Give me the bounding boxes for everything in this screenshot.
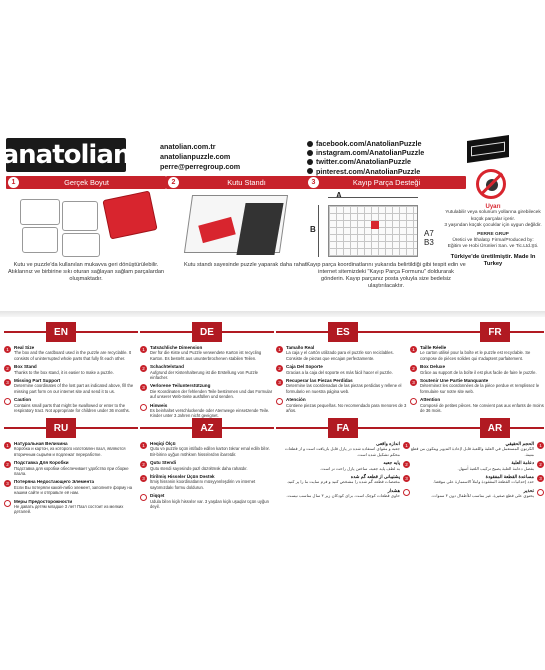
- lang-code: AZ: [192, 418, 222, 438]
- step-icon: 1: [410, 346, 417, 353]
- step-icon: 2: [140, 365, 147, 372]
- panel-caption: Kayıp parça koordinatlarını yukarıda belirtildiği gibi tespit edin ve internet sitemizdeki "Kayıp Parça Formunu" doldurarak gönderin. Kayıp parçanız posta yoluyla size bedelsiz ulaştırılacaktır.: [306, 262, 466, 289]
- panel-title: Kayıp Parça Desteği: [352, 178, 421, 187]
- missing-piece-marker: [371, 221, 379, 229]
- step-icon: 1: [403, 442, 410, 449]
- item-title: Tatsächliche Dimension: [150, 345, 203, 350]
- item-title: پایه جعبه: [383, 460, 400, 466]
- item-text: Не давать детям младше 3 лет! Пазл состоит из мелких деталей.: [14, 504, 124, 515]
- website-anatolian-com-tr[interactable]: anatolian.com.tr: [160, 142, 216, 151]
- panel-title: Kutu Standı: [227, 178, 266, 187]
- lang-code: EN: [46, 322, 76, 342]
- box-stand-illustration: [166, 191, 326, 261]
- step-icon: 3: [410, 379, 417, 386]
- meta-line: Yutulabilir veya solunum yollarına girebilecek küçük parçalar içerir.: [445, 210, 541, 222]
- step-icon: 3: [276, 379, 283, 386]
- item-text: Подставка для коробки обеспечивает удобство при сборке пазла.: [14, 465, 129, 477]
- puzzle-grid: [328, 205, 418, 257]
- item-title: Taille Réelle: [420, 345, 447, 350]
- panel-number: 3: [308, 177, 319, 188]
- lang-block-ru: [4, 418, 138, 515]
- lang-code: FA: [328, 418, 358, 438]
- step-icon: 3: [537, 475, 544, 482]
- lang-code: DE: [192, 322, 222, 342]
- item-text: Composé de petites pièces. Ne convient pas aux enfants de moins de 36 mois.: [420, 402, 544, 414]
- step-icon: 2: [140, 461, 147, 468]
- axis-a-label: A: [336, 191, 342, 200]
- item-text: Der für die Kiste und Puzzle verwendete Karton ist recycling Karton. Es besteht aus ununterbrochenen stabilen Teilen.: [150, 350, 262, 361]
- manufacturer-info: [444, 204, 542, 268]
- item-title: Натуральная Величина: [14, 441, 68, 446]
- item-title: الحجم الحقيقي: [505, 441, 534, 446]
- step-icon: 1: [4, 442, 11, 449]
- warning-icon: [4, 398, 11, 405]
- item-title: Verlorene Teilunterstützung: [150, 383, 211, 389]
- twitter-icon: [307, 159, 313, 165]
- step-icon: 1: [140, 346, 147, 353]
- panel-title-bar: [306, 176, 466, 189]
- panel-title: Gerçek Boyut: [64, 178, 109, 187]
- step-icon: 2: [276, 365, 283, 372]
- item-title: Soutenir Une Partie Manquante: [420, 378, 489, 384]
- lang-block-fr: [410, 322, 544, 413]
- item-title: Schachtelstand: [150, 364, 184, 370]
- warning-icon: [276, 398, 283, 405]
- item-text: بفضل دعامة العلبة يصبح تركيب اللعبة أسهل.: [457, 465, 534, 471]
- warning-icon: [537, 489, 544, 496]
- item-text: مختصات قطعه گم شده را مشخص کنید و فرم سایت ما را پر کنید.: [286, 479, 400, 485]
- item-title: Tamaño Real: [286, 345, 315, 350]
- item-text: La caja y el cartón utilizado para el puzzle son reciclables. Consiste de piezas que encajan perfectamente.: [286, 350, 394, 361]
- panel-real-size: [6, 176, 166, 283]
- item-title: تحذير: [523, 487, 534, 493]
- website-anatolianpuzzle[interactable]: anatolianpuzzle.com: [160, 152, 231, 161]
- age-warning-icon: [476, 169, 506, 199]
- item-title: Həqiqi Ölçü: [150, 441, 176, 446]
- step-icon: 1: [4, 346, 11, 353]
- warning-icon: [403, 489, 410, 496]
- item-title: Recuperar las Piezas Perdidas: [286, 378, 353, 384]
- logo-text: anatolian: [1, 140, 131, 170]
- item-title: Atención: [286, 397, 306, 403]
- item-text: Determine las coordenadas de las piezas perdidas y rellene el formulario en nuestra página web.: [286, 383, 402, 394]
- item-title: Box Stand: [14, 364, 37, 370]
- anatolian-logo: [1, 138, 131, 172]
- puzzle-pieces-illustration: [6, 191, 166, 261]
- lang-code: ES: [328, 322, 358, 342]
- panel-number: 2: [168, 177, 179, 188]
- warning-icon: [410, 398, 417, 405]
- item-title: Hinweis: [150, 402, 168, 408]
- item-text: Contiene piezas pequeñas. No recomendado para menores de 3 años.: [286, 402, 407, 414]
- panel-number: 1: [8, 177, 19, 188]
- item-text: İtmiş hissənin koordinatlarını müəyyənləşdirin və internet saytımızdakı formu doldurun.: [150, 479, 256, 490]
- item-text: Thanks to the box stand, it is easier to make a puzzle.: [14, 369, 114, 375]
- item-title: Qutu Stendi: [150, 460, 177, 466]
- axis-b-label: B: [310, 225, 316, 234]
- item-title: مساعدة القطعة المفقودة: [485, 474, 534, 480]
- item-title: İtirilmiş Hissələr Üçün Dəstək: [150, 474, 215, 480]
- lang-block-de: [140, 322, 274, 419]
- item-title: Потеряна Недостающего Элемента: [14, 479, 95, 485]
- step-icon: 2: [4, 365, 11, 372]
- item-text: Contains small parts that might be swallowed or enter to the respiratory tract. Not appropriate for children under 36 months.: [14, 402, 130, 414]
- item-text: Es beinhaltet verschluckende oder Atemwege einsetzende Teile. Kinder unter 3 Jahren nicht geeignet.: [150, 408, 270, 419]
- item-title: Меры Предосторожности: [14, 498, 73, 504]
- warning-icon: [4, 500, 11, 507]
- section-divider: [0, 311, 545, 317]
- item-title: دعامة العلبة: [511, 460, 534, 466]
- item-text: Le carton utilisé pour la boîte et le puzzle est recyclable. Se compose de pièces solides qui s'adaptent parfaitement.: [420, 350, 531, 361]
- step-icon: 3: [4, 379, 11, 386]
- item-text: Gracias a la caja del soporte es más fácil hacer el puzzle.: [286, 369, 393, 375]
- item-text: جعبه و مقوای استفاده شده در پازل قابل بازیافت است و از قطعات محکم تشکیل شده است.: [284, 446, 400, 457]
- item-title: Missing Part Support: [14, 378, 61, 384]
- item-title: Подставка Для Коробки: [14, 460, 69, 466]
- panel-box-stand: [166, 176, 326, 269]
- item-title: هشدار: [387, 487, 400, 493]
- facebook-icon: [307, 141, 313, 147]
- panel-caption: Kutu standı sayesinde puzzle yaparak daha rahat.: [183, 262, 309, 268]
- panel-caption: Kutu ve puzzle'da kullanılan mukavva geri dönüştürülebilir. Atıklarınız ve birbirine sıkı oturan sağlayan sağlam parçalardan oluşmaktadır.: [7, 262, 165, 282]
- item-title: Attention: [420, 397, 441, 403]
- item-text: Udula bilən kiçik hissələr var. 3 yaşdan kiçik uşaqlar üçün uyğun deyil.: [150, 498, 269, 510]
- step-icon: 2: [410, 365, 417, 372]
- item-text: حدد إحداثيات القطعة المفقودة واملأ الاستمارة على موقعنا.: [433, 479, 534, 485]
- meta-line: Eğitim ve Hobi Ürünleri San. ve Tic.Ltd.Şti.: [447, 244, 539, 250]
- item-title: اندازه واقعی: [376, 441, 400, 446]
- step-icon: 1: [276, 346, 283, 353]
- panel-missing-piece: [306, 176, 466, 290]
- social-links: [307, 139, 424, 176]
- step-icon: 1: [140, 442, 147, 449]
- instagram-link[interactable]: instagram.com/AnatolianPuzzle: [316, 148, 425, 158]
- facebook-link[interactable]: facebook.com/AnatolianPuzzle: [316, 139, 422, 148]
- item-text: Qutu stendi sayəsində pazl düzəltmək daha rahatdır.: [150, 465, 248, 471]
- arrow-b-icon: [318, 205, 319, 257]
- item-text: The box and the cardboard used in the puzzle are recyclable. It consists of uninterrupted whole parts that fully fit each other.: [14, 350, 132, 361]
- item-text: حاوی قطعات کوچک است. برای کودکان زیر ۳ سال مناسب نیست.: [286, 493, 400, 499]
- arrow-a-icon: [328, 197, 418, 198]
- lang-block-fa: [276, 418, 410, 499]
- item-text: الكرتون المستعمل في العلبة واللعبة قابل لإعادة التدوير ويتكون من قطع متينة.: [410, 446, 534, 457]
- panel-title-bar: [6, 176, 166, 189]
- item-title: Box Deluxe: [420, 364, 446, 370]
- item-text: Grâce au support de la boîte il est plus facile de faire le puzzle.: [420, 369, 537, 375]
- lang-code: RU: [46, 418, 76, 438]
- item-text: به لطف پایه جعبه، ساختن پازل راحت تر است.: [320, 465, 400, 471]
- perre-emblem-icon: [467, 135, 509, 163]
- item-text: يحتوي على قطع صغيرة. غير مناسب للأطفال دون ٣ سنوات.: [431, 493, 534, 499]
- coordinate-grid-illustration: [306, 191, 466, 261]
- item-text: Qutu və puzzle üçün istifadə edilən karton təkrar emal edilə bilər. Bir-birinə uyğun möhkəm hissələrdən ibarətdir.: [150, 446, 270, 457]
- item-title: Caja Del Soporte: [286, 364, 323, 370]
- warning-icon: [140, 494, 147, 501]
- lang-code: AR: [480, 418, 510, 438]
- pinterest-link[interactable]: pinterest.com/AnatolianPuzzle: [316, 166, 421, 176]
- item-text: Determine coordinates of the lost part as indicated above, fill the missing part form on our internet site and send it to us.: [14, 383, 134, 394]
- meta-line: 3 yaşından küçük çocuklar için uygun değildir.: [444, 223, 542, 229]
- item-title: Caution: [14, 397, 32, 403]
- item-title: Real Size: [14, 345, 35, 350]
- email-perre[interactable]: perre@perregroup.com: [160, 162, 241, 171]
- pinterest-icon: [307, 168, 313, 174]
- lang-block-az: [140, 418, 274, 509]
- instagram-icon: [307, 150, 313, 156]
- lang-code: FR: [480, 322, 510, 342]
- coordinate-example: A7 B3: [424, 229, 434, 247]
- item-title: پشتیبانی از قطعه گم شده: [350, 474, 400, 480]
- step-icon: 3: [140, 475, 147, 482]
- lang-block-ar: [410, 418, 544, 499]
- step-icon: 3: [140, 384, 147, 391]
- step-icon: 2: [537, 461, 544, 468]
- made-in-turkey: Türkiye'de üretilmiştir. Made In Turkey: [450, 253, 536, 267]
- item-text: Déterminez les coordonnées de la pièce perdue et remplissez le formulaire sur notre site web.: [420, 383, 540, 394]
- step-icon: 1: [537, 442, 544, 449]
- lang-block-en: [4, 322, 138, 413]
- meta-line: PERRE GRUP: [477, 231, 509, 237]
- step-icon: 2: [4, 461, 11, 468]
- step-icon: 3: [403, 475, 410, 482]
- step-icon: 3: [4, 480, 11, 487]
- web-links: [160, 142, 240, 172]
- twitter-link[interactable]: twitter.com/AnatolianPuzzle: [316, 157, 412, 167]
- warning-label: Uyarı: [485, 204, 501, 210]
- meta-line: Üretici ve İthalatçı Firma/Produced by:: [452, 238, 534, 244]
- warning-icon: [140, 404, 147, 411]
- item-text: Die Koordinaten der fehlenden Teile bestimmen und das Formular auf unserer Web-Seite ausfüllen und senden.: [150, 388, 273, 400]
- item-text: Коробка и картон, из которого изготовлен пазл, являются вторичным сырьём и подлежат переработке.: [14, 446, 126, 457]
- step-icon: 2: [403, 461, 410, 468]
- item-title: Diqqət: [150, 493, 165, 499]
- lang-block-es: [276, 322, 410, 413]
- item-text: Aufgrund der Kistenhalterung ist die Erstellung von Puzzle einfacher.: [150, 369, 259, 381]
- panel-title-bar: [166, 176, 326, 189]
- item-text: Если Вы потеряли какой-либо элемент, заполните форму на нашем сайте и отправьте её нам.: [14, 484, 133, 496]
